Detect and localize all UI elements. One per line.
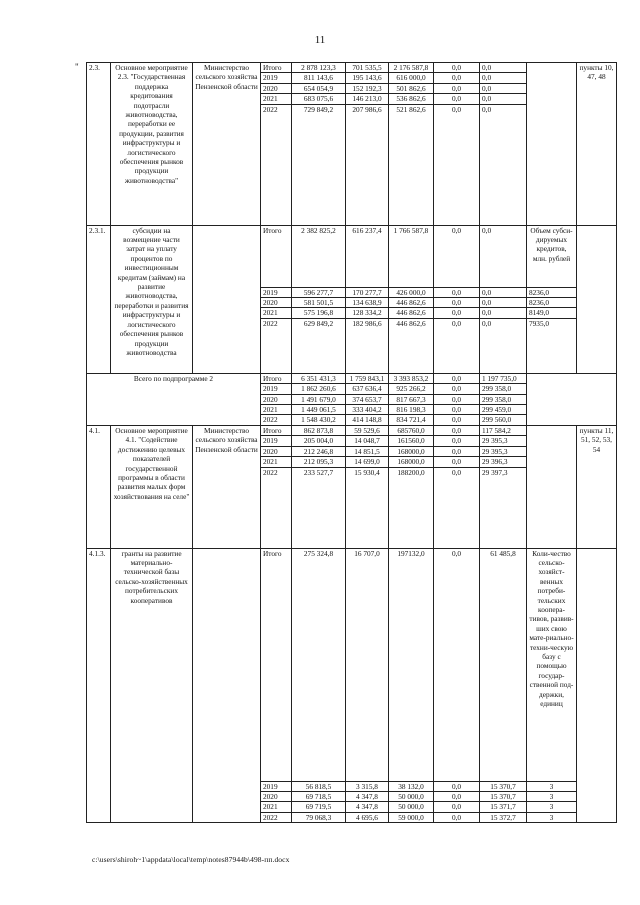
table-row: 2022 233 527,7 15 930,4 188200,0 0,0 29 397,3 [87, 467, 617, 548]
table-row: 2022 729 849,2 207 986,6 521 862,6 0,0 0,0 [87, 104, 617, 225]
table-row: 2019 596 277,7 170 277,7 426 000,0 0,0 0,0 8236,0 [87, 287, 617, 297]
table-row: 2021 69 719,5 4 347,8 50 000,0 0,0 15 371,7 3 [87, 802, 617, 812]
footer-file-path: c:\users\shiroh~1\appdata\local\temp\notes87944b\498-пп.docx [92, 855, 290, 864]
indicator-cell: Коли-чество сельско-хозяйст-венных потреби-тельских коопера-тивов, развив-ших свою мате-риально-техни-ческую базу с помощью государ-ственной под-держки, единиц [527, 548, 577, 781]
table-row: 2020 1 491 679,0 374 653,7 817 667,3 0,0 299 358,0 [87, 394, 617, 404]
table-row: 2019 56 818,5 3 315,8 38 132,0 0,0 15 370,7 3 [87, 781, 617, 791]
reference-points: пункты 11, 51, 52, 53, 54 [577, 425, 617, 548]
subtotal-label: Всего по подпрограмме 2 [87, 373, 261, 425]
table-row: 2.3.1. субсидии на возмещение части затрат на уплату процентов по инвестиционным кредитам (займам) на развитие животноводства, переработки и развития инфраструктуры и логистического обеспечения рынков продукции животноводства Итого 2 382 825,2 616 237,4 1 766 587,8 0,0 0,0 Объем субси-дируемых кредитов, млн. рублей [87, 225, 617, 287]
table-row: 2020 69 718,5 4 347,8 50 000,0 0,0 15 370,7 3 [87, 791, 617, 801]
subtotal-empty [527, 373, 617, 425]
table-row: 2021 212 095,3 14 699,0 168000,0 0,0 29 396,3 [87, 457, 617, 467]
table-row: 2022 629 849,2 182 986,6 446 862,6 0,0 0,0 7935,0 [87, 318, 617, 373]
page-number: 11 [314, 34, 326, 46]
indicator-cell: Объем субси-дируемых кредитов, млн. рублей [527, 225, 577, 287]
measure-name: субсидии на возмещение части затрат на уплату процентов по инвестиционным кредитам (займам) на развитие животноводства, переработки и развития инфраструктуры и логистического обеспечения рынков продукции животноводства [111, 225, 193, 373]
table-row: 2019 205 004,0 14 048,7 161560,0 0,0 29 395,3 [87, 436, 617, 446]
item-number: 2.3. [87, 63, 111, 226]
executor: Министерство сельского хозяйства Пензенской области [193, 63, 261, 226]
executor-empty [193, 225, 261, 373]
table-row: 2022 79 068,3 4 695,6 59 000,0 0,0 15 372,7 3 [87, 812, 617, 822]
table-row: 2020 212 246,8 14 851,5 168000,0 0,0 29 395,3 [87, 446, 617, 456]
reference-empty [577, 548, 617, 823]
table-row: 2019 1 862 260,6 637 636,4 925 266,2 0,0 299 358,0 [87, 384, 617, 394]
table-row: 2021 575 196,8 128 334,2 446 862,6 0,0 0,0 8149,0 [87, 308, 617, 318]
table-row: 2022 1 548 430,2 414 148,8 834 721,4 0,0 299 560,0 [87, 415, 617, 425]
item-number: 4.1. [87, 425, 111, 548]
item-number: 4.1.3. [87, 548, 111, 823]
measure-name: Основное мероприятие 2.3. "Государственная поддержка кредитования подотрасли животноводства, переработки ее продукции, развития инфраструктуры и логистического обеспечения рынков продукции животноводства" [111, 63, 193, 226]
table-row: 4.1. Основное мероприятие 4.1. "Содействие достижению целевых показателей государственной программы в области развития малых форм хозяйствования на селе" Министерство сельского хозяйства Пензенской области Итого 862 873,8 59 529,6 685760,0 0,0 117 584,2 пункты 11, 51, 52, 53, 54 [87, 425, 617, 435]
measure-name: Основное мероприятие 4.1. "Содействие достижению целевых показателей государственной программы в области развития малых форм хозяйствования на селе" [111, 425, 193, 548]
table-row: 2020 581 501,5 134 638,9 446 862,6 0,0 0,0 8236,0 [87, 298, 617, 308]
table-row: Всего по подпрограмме 2 Итого 6 351 431,3 1 759 843,1 3 393 853,2 0,0 1 197 735,0 [87, 373, 617, 383]
reference-points: пункты 10, 47, 48 [577, 63, 617, 226]
executor: Министерство сельского хозяйства Пензенской области [193, 425, 261, 548]
reference-empty [577, 225, 617, 373]
table-row: 2.3. Основное мероприятие 2.3. "Государственная поддержка кредитования подотрасли животноводства, переработки ее продукции, развития инфраструктуры и логистического обеспечения рынков продукции животноводства" Министерство сельского хозяйства Пензенской области Итого 2 878 123,3 701 535,5 2 176 587,8 0,0 0,0 пункты 10, 47, 48 [87, 63, 617, 73]
measure-name: гранты на развитие материально-технической базы сельско-хозяйственных потребительских кооперативов [111, 548, 193, 823]
table-row: 2020 654 054,9 152 192,3 501 862,6 0,0 0,0 [87, 83, 617, 93]
table-row: 2021 683 075,6 146 213,0 536 862,6 0,0 0,0 [87, 94, 617, 104]
left-quote-mark: " [75, 62, 79, 72]
table-row: 2021 1 449 061,5 333 404,2 816 198,3 0,0 299 459,0 [87, 405, 617, 415]
table-row: 2019 811 143,6 195 143,6 616 000,0 0,0 0,0 [87, 73, 617, 83]
table-row: 4.1.3. гранты на развитие материально-технической базы сельско-хозяйственных потребительских кооперативов Итого 275 324,8 16 707,0 197132,0 0,0 61 485,8 Коли-чество сельско-хозяйст-венных потреби-тельских коопера-тивов, развив-ших свою мате-риально-техни-ческую базу с помощью государ-ственной под-держки, единиц [87, 548, 617, 781]
executor-empty [193, 548, 261, 823]
indicator-cell [527, 425, 577, 548]
item-number: 2.3.1. [87, 225, 111, 373]
indicator-cell [527, 63, 577, 226]
program-table [86, 62, 617, 823]
